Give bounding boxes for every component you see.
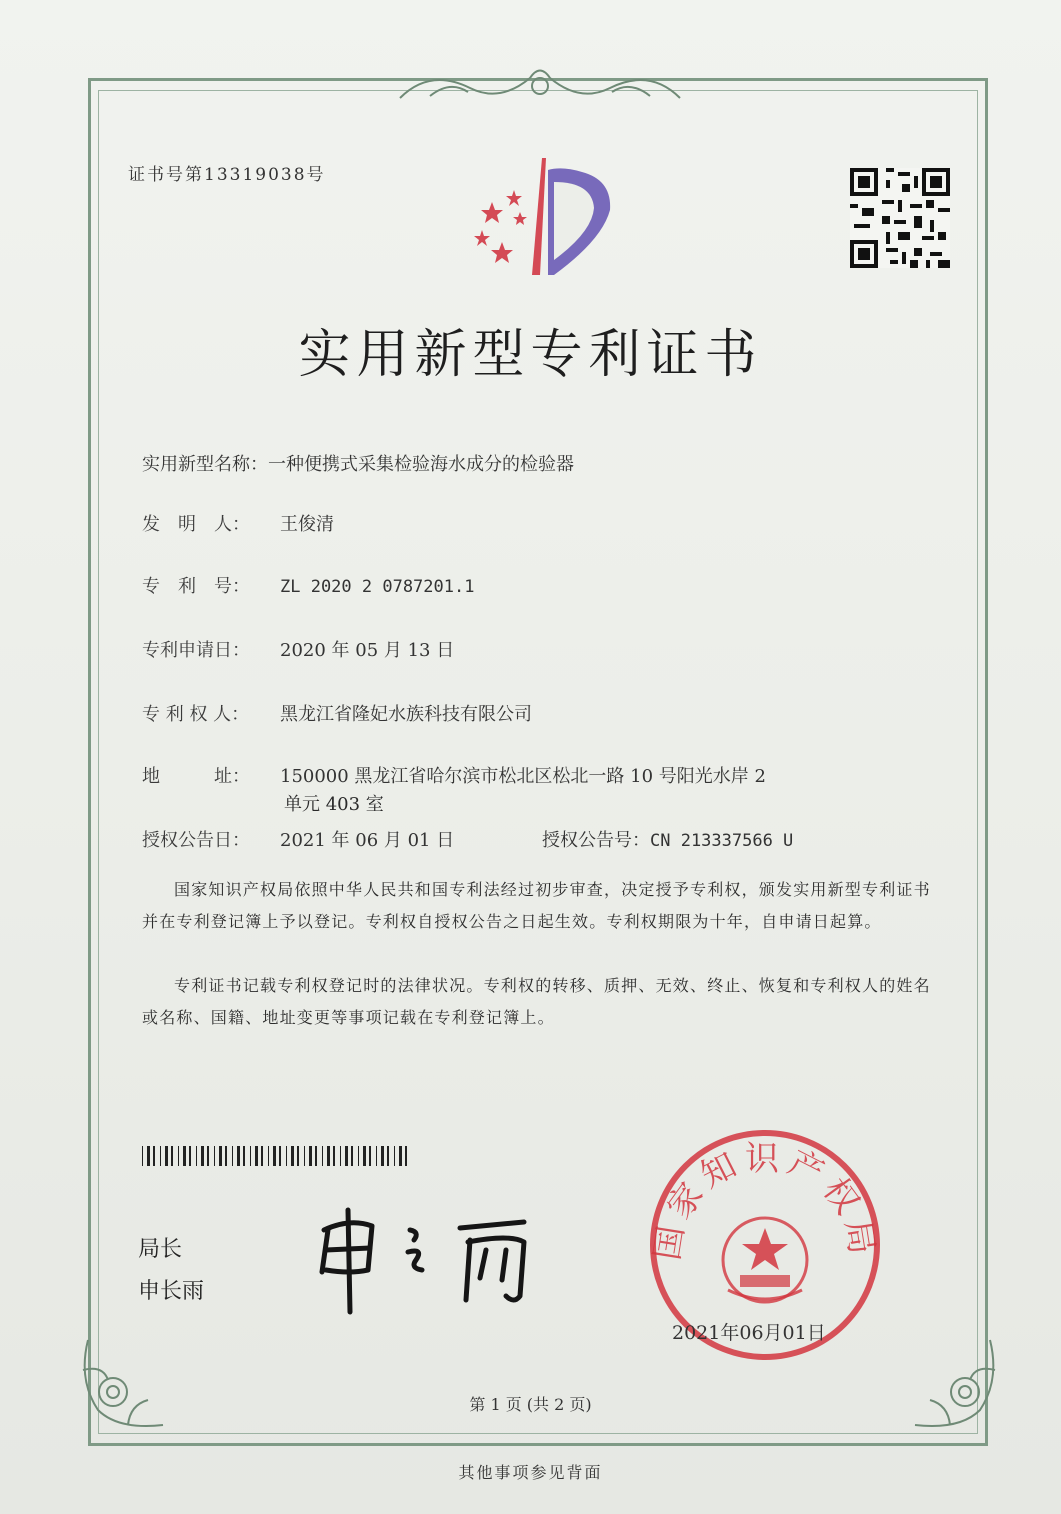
field-address bbox=[142, 762, 766, 788]
field-grant-number bbox=[542, 826, 793, 852]
field-value: CN 213337566 U bbox=[650, 831, 794, 851]
field-label: 授权公告号： bbox=[542, 830, 650, 851]
field-value: 王俊清 bbox=[280, 514, 334, 535]
footer-note: 其他事项参见背面 bbox=[458, 1463, 603, 1482]
body-paragraph-2: 专利证书记载专利权登记时的法律状况。专利权的转移、质押、无效、终止、恢复和专利权人的姓名或名称、国籍、地址变更等事项记载在专利登记簿上。 bbox=[142, 976, 931, 1027]
certificate-title: 实用新型专利证书 bbox=[298, 325, 763, 385]
field-label: 地 址： bbox=[142, 766, 250, 787]
field-value: ZL 2020 2 0787201.1 bbox=[280, 577, 475, 597]
bottom-left-ornament-icon bbox=[68, 1330, 178, 1440]
field-value: 150000 黑龙江省哈尔滨市松北区松北一路 10 号阳光水岸 2 bbox=[280, 766, 766, 787]
field-label: 授权公告日： bbox=[142, 830, 250, 851]
seal-text: 国家知识产权局 bbox=[647, 1139, 883, 1263]
field-application-date bbox=[142, 636, 454, 662]
certificate-number: 证书号第13319038号 bbox=[128, 165, 326, 185]
field-value: 2021 年 06 月 01 日 bbox=[280, 830, 455, 851]
field-grant-date bbox=[142, 826, 454, 852]
field-inventor bbox=[142, 510, 334, 536]
field-label: 实用新型名称： bbox=[142, 454, 268, 475]
field-label: 专 利 号： bbox=[142, 576, 250, 597]
field-address-line2: 单元 403 室 bbox=[284, 794, 384, 815]
field-value: 黑龙江省隆妃水族科技有限公司 bbox=[280, 704, 532, 725]
field-label: 专利申请日： bbox=[142, 640, 250, 661]
seal-date: 2021年06月01日 bbox=[672, 1322, 826, 1344]
director-title: 局长 bbox=[138, 1237, 183, 1262]
field-patent-number bbox=[142, 572, 474, 598]
director-name: 申长雨 bbox=[138, 1279, 205, 1304]
bottom-right-ornament-icon bbox=[900, 1330, 1010, 1440]
field-patentee bbox=[142, 700, 532, 726]
body-paragraph-1: 国家知识产权局依照中华人民共和国专利法经过初步审查，决定授予专利权，颁发实用新型专利证书并在专利登记簿上予以登记。专利权自授权公告之日起生效。专利权期限为十年，自申请日起算。 bbox=[142, 880, 931, 931]
cnipa-logo-icon bbox=[462, 150, 622, 280]
director-signature-icon bbox=[310, 1200, 550, 1320]
barcode-icon bbox=[142, 1146, 414, 1166]
top-ornament-icon bbox=[390, 58, 690, 108]
field-label: 专 利 权 人： bbox=[142, 704, 250, 725]
field-label: 发 明 人： bbox=[142, 514, 250, 535]
qr-code-icon bbox=[850, 168, 950, 268]
page-indicator: 第 1 页 (共 2 页) bbox=[469, 1395, 592, 1414]
field-utility-name bbox=[142, 450, 574, 476]
field-value: 2020 年 05 月 13 日 bbox=[280, 640, 455, 661]
field-value: 一种便携式采集检验海水成分的检验器 bbox=[268, 454, 574, 475]
